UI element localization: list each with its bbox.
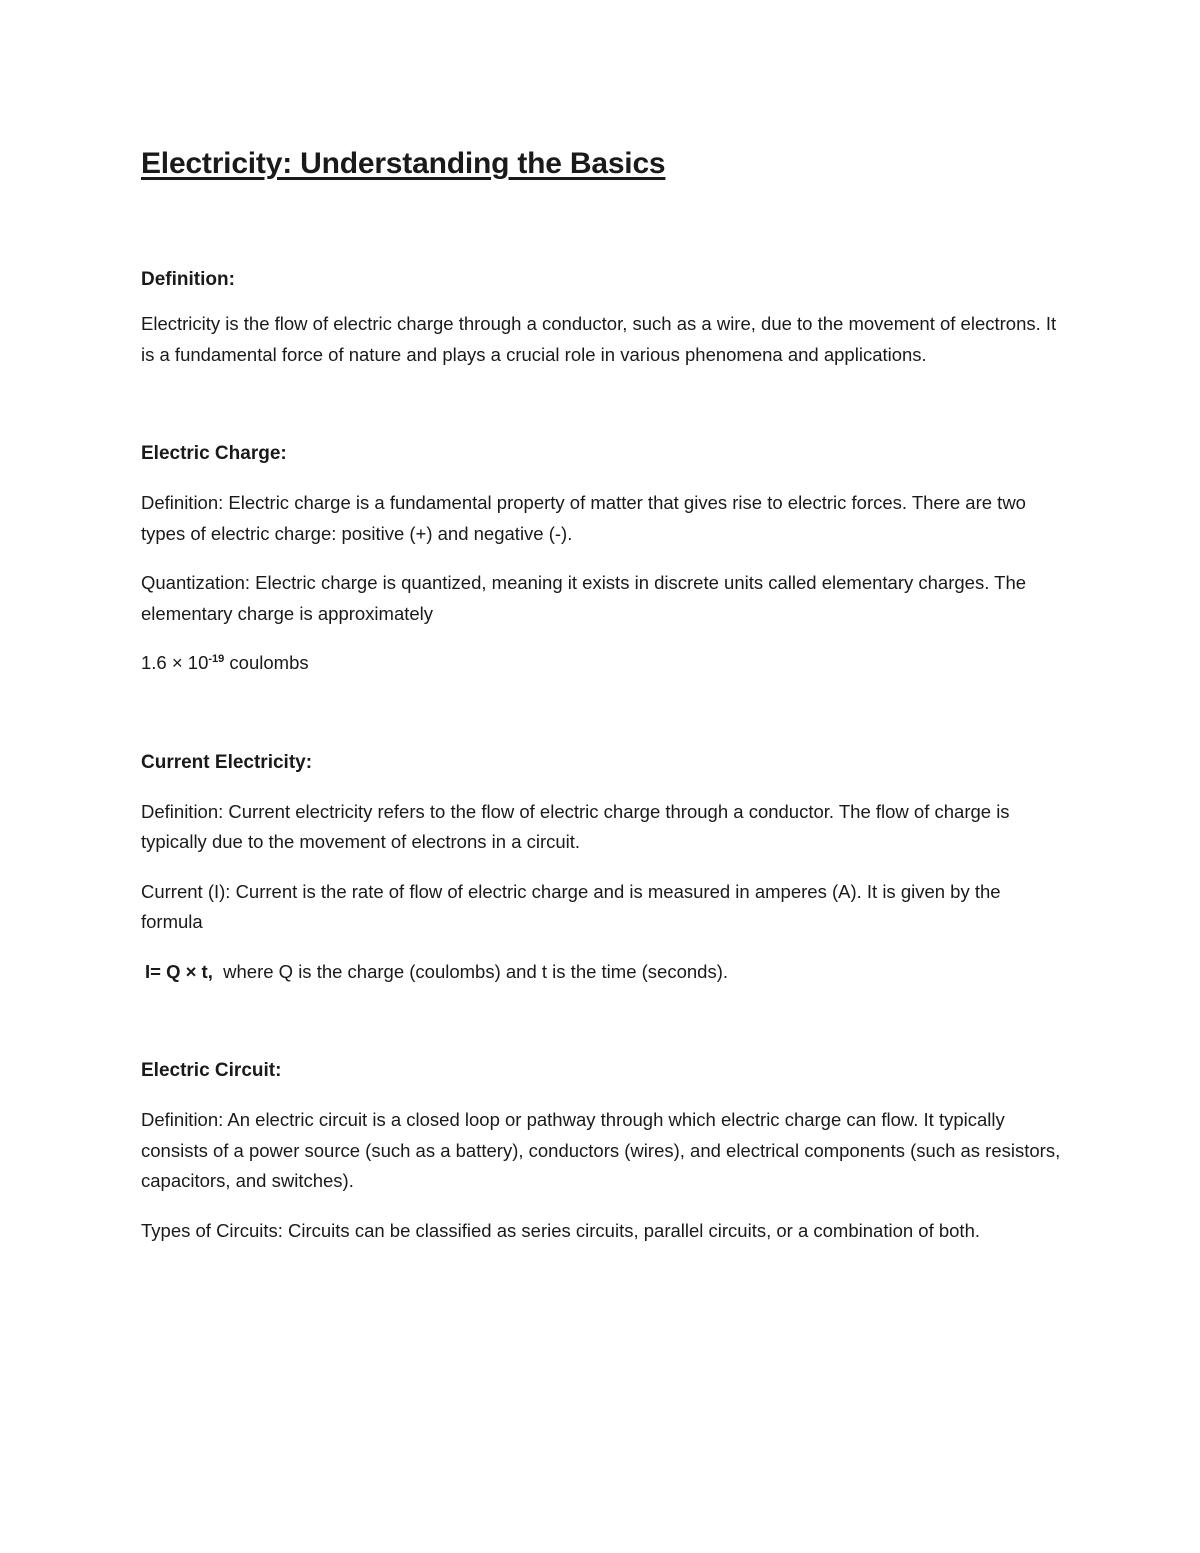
charge-exponent: -19 <box>208 652 225 665</box>
section-heading-electric-circuit: Electric Circuit: <box>141 1060 282 1081</box>
document-body <box>141 140 1066 1246</box>
current-paragraph: Current (I): Current is the rate of flow of electric charge and is measured in amperes (A). It is given by the formula <box>141 880 1001 932</box>
elementary-charge-value <box>141 648 1066 679</box>
quantization-paragraph: Quantization: Electric charge is quantized, meaning it exists in discrete units called elementary charges. The elementary charge is approximately <box>141 572 1027 624</box>
types-of-circuits-paragraph: Types of Circuits: Circuits can be classified as series circuits, parallel circuits, or a combination of both. <box>141 1219 980 1241</box>
section-heading-definition: Definition: <box>141 269 235 290</box>
charge-base: 1.6 × 10 <box>141 652 209 673</box>
current-formula-explanation: where Q is the charge (coulombs) and t is the time (seconds). <box>212 960 728 982</box>
section-heading-current-electricity: Current Electricity: <box>141 751 313 773</box>
definition-paragraph: Electricity is the flow of electric charge through a conductor, such as a wire, due to the movement of electrons. It is a fundamental force of nature and plays a crucial role in various phenomena and applications. <box>141 313 1057 365</box>
current-electricity-definition: Definition: Current electricity refers to the flow of electric charge through a conductor. The flow of charge is typically due to the movement of electrons in a circuit. <box>141 800 1010 852</box>
document-title: Electricity: Understanding the Basics <box>141 147 666 180</box>
electric-circuit-definition: Definition: An electric circuit is a closed loop or pathway through which electric charge can flow. It typically consists of a power source (such as a battery), conductors (wires), and electrical components (such as resistors, capacitors, and switches). <box>141 1109 1061 1191</box>
charge-unit: coulombs <box>224 652 309 673</box>
electric-charge-definition: Definition: Electric charge is a fundamental property of matter that gives rise to electric forces. There are two types of electric charge: positive (+) and negative (-). <box>141 492 1026 544</box>
current-formula-line <box>141 957 1066 988</box>
section-heading-electric-charge: Electric Charge: <box>141 443 287 464</box>
current-formula: I= Q × t, <box>145 960 213 982</box>
